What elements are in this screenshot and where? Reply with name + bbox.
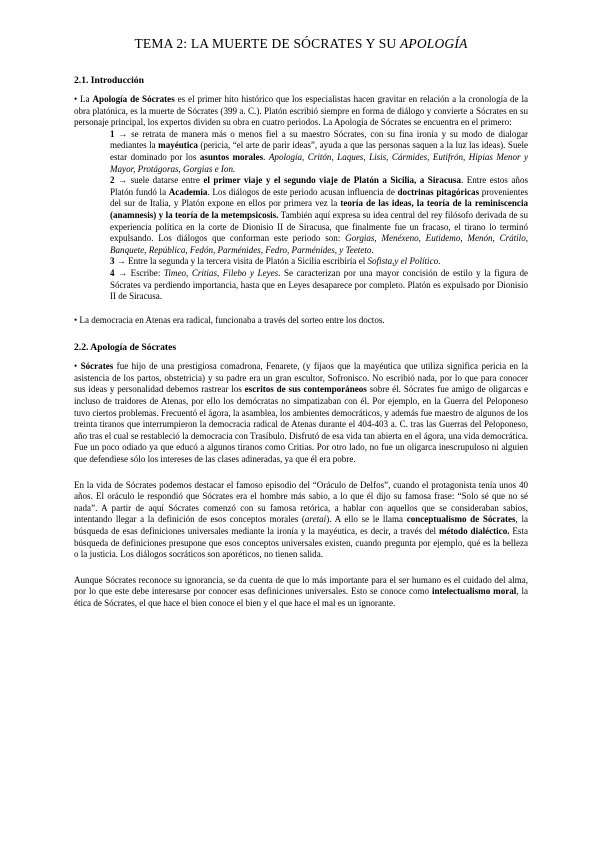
- text-run: .: [438, 256, 441, 267]
- title-italic: APOLOGÍA: [399, 36, 468, 51]
- section-heading-apologia: 2.2. Apología de Sócrates: [74, 342, 177, 354]
- text-run: , la búsqueda de esas definiciones universales mediante la ironía y la mayéutica, es decir, a través del: [74, 514, 528, 536]
- intelectualismo-paragraph: [74, 575, 528, 610]
- text-run: → se retrata de manera más o menos fiel a su maestro Sócrates, con su fina ironía y su modo de dialogar mediantes la: [110, 128, 528, 151]
- document-title: [74, 36, 528, 52]
- bold-run: 2: [110, 175, 115, 186]
- bold-run: Academia: [168, 186, 208, 197]
- text-run: , la ética de Sócrates, el que hace el bien conoce el bien y el que hace el mal es un ignorante.: [74, 586, 528, 608]
- bold-run: Apología de Sócrates: [92, 94, 175, 104]
- text-run: . Los diálogos de este periodo acusan influencia de: [207, 186, 398, 197]
- bold-run: 1: [110, 128, 115, 139]
- bold-run: Sócrates: [80, 361, 114, 372]
- text-run: .: [371, 244, 374, 255]
- text-run: •: [74, 361, 81, 372]
- bold-run: doctrinas pitagóricas: [397, 186, 480, 197]
- title-main: TEMA 2: LA MUERTE DE SÓCRATES Y SU: [134, 36, 397, 51]
- text-run: Aunque Sócrates reconoce su ignorancia, se da cuenta de que lo más importante para el ser humano es el cuidado del alma, por lo que este debe interesarse por conocer esas definiciones universales. Esto se conoce como: [74, 574, 528, 597]
- bold-run: intelectualismo moral: [431, 586, 517, 597]
- text-run: • La: [74, 94, 93, 104]
- bold-run: escritos de sus contemporáneos: [244, 384, 367, 395]
- period-2-item: [74, 175, 528, 256]
- text-run: → suele datarse entre: [114, 175, 204, 186]
- italic-run: aretai: [304, 514, 327, 525]
- text-run: • La democracia en Atenas era radical, funcionaba a través del sorteo entre los doctos.: [74, 314, 385, 325]
- delfos-paragraph: [74, 480, 528, 561]
- italic-run: Sofista,y el Político: [367, 256, 439, 267]
- text-run: .: [263, 151, 269, 162]
- bold-run: conceptualismo de Sócrates: [406, 514, 516, 525]
- bold-run: método dialéctico.: [438, 526, 510, 536]
- italic-run: Gorgias, Menéxeno, Eutidemo, Menón, Crátilo, Banquete, República, Fedón, Parménides, Fedro, Parménides, y Teeteto: [110, 233, 528, 255]
- text-run: También aquí expresa su idea central del rey filósofo derivada de su experiencia política en la corte de Dionisio II de Siracusa, que finalmente fue un fracaso, el tirano lo terminó expulsando. Los diálogos que conforman este periodo son:: [110, 209, 528, 244]
- bold-run: el primer viaje y el segundo viaje de Platón a Sicilia, a Siracusa: [203, 175, 461, 186]
- period-4-item: [74, 268, 528, 303]
- bold-run: asuntos morales: [199, 151, 264, 162]
- text-run: En la vida de Sócrates podemos destacar el famoso episodio del “Oráculo de Delfos”, cuando el protagonista tenía unos 40 años. El oráculo le respondió que Sócrates era el hombre más sabio, a lo que él dijo su famosa frase: “Solo sé que no sé nada”. A partir de aquí Sócrates comenzó con su famosa retórica, a hablar con aquellos que se consideraban sabios, intentando llegar a la definición de esos conceptos morales (: [74, 479, 528, 525]
- bold-run: teoría de las ideas, la teoría de la reminiscencia (anamnesis) y la teoría de la metempsicosis.: [110, 198, 528, 220]
- italic-run: Timeo, Critias, Filebo y Leyes: [163, 267, 279, 278]
- text-run: es el primer hito histórico que los especialistas hacen gravitar en relación a la cronología de la obra platónica, es la muerte de Sócrates (399 a. C.). Platón escribió siempre en forma de diálogo y convierte a Sócrates en su personaje principal, los expertos dividen su obra en cuatro periodos. La Apología de Sócrates se encuentra en el primero:: [74, 94, 528, 128]
- text-run: Esta búsqueda de definiciones presupone que esos conceptos universales existen, cuando pregunta por ejemplo, qué es la belleza o la justicia. Los diálogos socráticos son aporéticos, no tienen salida.: [74, 526, 528, 560]
- text-run: → Entre la segunda y la tercera visita de Platón a Sicilia escribiría el: [114, 256, 368, 267]
- period-3-item: [74, 256, 528, 268]
- text-run: → Escribe:: [114, 267, 164, 278]
- italic-run: Apología, Critón, Laques, Lisis, Cármides, Eutifrón, Hipias Menor y Mayor, Protágoras, Gorgias e Ion.: [110, 151, 528, 174]
- bold-run: 4: [110, 267, 115, 278]
- text-run: provenientes del sur de Italia, y Platón expone en ellos por primera vez la: [110, 186, 528, 209]
- text-run: fue hijo de una prestigiosa comadrona, Fenarete, (y fíjaos que la mayéutica que utiliza significa pericia en la asistencia de los partos, obstetricia) y su padre era un gran escultor, Sofronisco. No escribió nada, por lo que para conocer sus ideas y personalidad debemos rastrear los: [74, 361, 528, 395]
- bold-run: mayéutica: [158, 140, 198, 151]
- text-run: . Entre estos años Platón fundó la: [110, 175, 528, 197]
- text-run: . Se caracterizan por una mayor concisión de estilo y la figura de Sócrates va perdiendo importancia, hasta que en Leyes desaparece por completo. Platón es expulsado por Dionisio II de Siracusa.: [110, 267, 528, 302]
- intro-paragraph: [74, 94, 528, 129]
- socrates-bio-paragraph: [74, 361, 528, 465]
- section-heading-introduccion: 2.1. Introducción: [74, 75, 144, 86]
- text-run: ). A ello se le llama: [326, 514, 407, 525]
- text-run: sobre él. Sócrates fue amigo de oligarcas e incluso de traidores de Atenas, por ello los demócratas no simpatizaban con él. Por ejemplo, en la Guerra del Peloponeso tuvo ciertos problemas. Frecuentó el ágora, la asamblea, los ambientes democráticos, y además fue maestro de algunos de los treinta tiranos que interrumpieron la democracia radical de Atenas durante el 404-403 a. C. tras las Guerras del Peloponeso, año tras el cual se restableció la democracia con Trasíbulo. Disfrutó de esa vida tan abierta en el ágora, una vida democrática. Fue un poco odiado ya que educó a algunos tiranos como Critias. Por otro lado, no fue un oligarca inescrupuloso ni alguien que defendiese sólo los intereses de las clases adineradas, ya que él era pobre.: [74, 384, 528, 465]
- text-run: (pericia, “el arte de parir ideas”, ayuda a que las personas saquen a la luz las ideas). Suele estar dominado por los: [110, 140, 529, 162]
- democracy-paragraph: [74, 315, 528, 327]
- bold-run: 3: [110, 256, 115, 267]
- period-1-item: [74, 129, 528, 175]
